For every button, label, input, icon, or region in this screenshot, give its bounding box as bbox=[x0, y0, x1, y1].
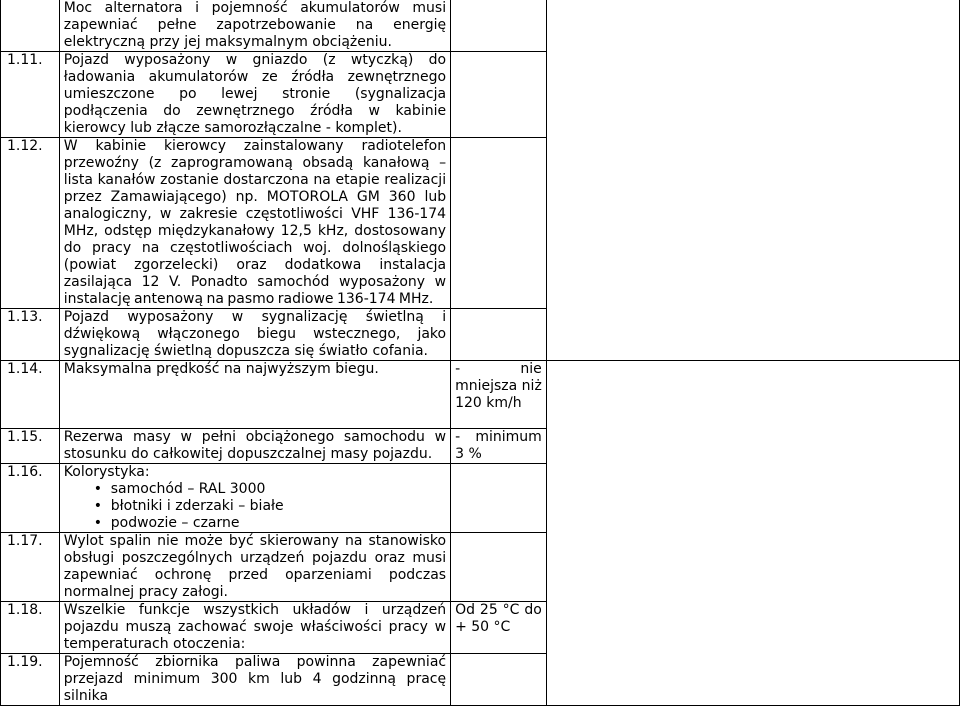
row-parameter bbox=[451, 138, 547, 309]
blank-column bbox=[546, 361, 959, 706]
row-description bbox=[59, 533, 450, 602]
row-number: 1.12. bbox=[1, 138, 60, 309]
list-item: • podwozie – czarne bbox=[94, 515, 446, 532]
row-description bbox=[59, 654, 450, 706]
row-text: Rezerwa masy w pełni obciążonego samochodu w stosunku do całkowitej dopuszczalnej masy pojazdu. bbox=[63, 429, 447, 462]
row-parameter bbox=[451, 309, 547, 361]
color-list bbox=[64, 481, 446, 532]
row-text: W kabinie kierowcy zainstalowany radiotelefon przewoźny (z zaprogramowaną obsadą kanałową – lista kanałów zostanie dostarczona na etapie realizacji przez Zamawiającego) np. MOTOROLA GM 360 lub analogiczny, w zakresie częstotliwości VHF 136-174 MHz, odstęp międzykanałowy 12,5 kHz, dostosowany do pracy na częstotliwościach woj. dolnośląskiego (powiat zgorzelecki) oraz dodatkowa instalacja zasilająca 12 V. Ponadto samochód wyposażony w instalację antenową na pasmo radiowe 136-174 MHz. bbox=[63, 138, 447, 307]
row-description bbox=[59, 464, 450, 533]
row-number: 1.19. bbox=[1, 654, 60, 706]
row-parameter bbox=[451, 0, 547, 52]
blank-column bbox=[546, 0, 959, 361]
row-description bbox=[59, 602, 450, 654]
list-item: • samochód – RAL 3000 bbox=[94, 481, 446, 498]
row-number: 1.11. bbox=[1, 52, 60, 138]
row-parameter bbox=[451, 52, 547, 138]
row-description bbox=[59, 52, 450, 138]
row-number bbox=[1, 0, 60, 52]
row-parameter bbox=[451, 654, 547, 706]
row-parameter bbox=[451, 533, 547, 602]
row-description bbox=[59, 361, 450, 429]
row-number: 1.18. bbox=[1, 602, 60, 654]
row-description bbox=[59, 309, 450, 361]
row-text: Moc alternatora i pojemność akumulatorów musi zapewniać pełne zapotrzebowanie na energię elektryczną przy jej maksymalnym obciążeniu. bbox=[63, 0, 447, 50]
row-parameter: - minimum 3 % bbox=[451, 429, 547, 464]
row-number: 1.17. bbox=[1, 533, 60, 602]
row-description bbox=[59, 0, 450, 52]
row-parameter bbox=[451, 464, 547, 533]
row-description bbox=[59, 138, 450, 309]
row-number: 1.16. bbox=[1, 464, 60, 533]
row-text: Maksymalna prędkość na najwyższym biegu. bbox=[63, 361, 379, 377]
row-text: Wylot spalin nie może być skierowany na stanowisko obsługi poszczególnych urządzeń pojazdu oraz musi zapewniać ochronę przed oparzeniami podczas normalnej pracy załogi. bbox=[63, 533, 447, 600]
row-text: Pojazd wyposażony w sygnalizację świetlną i dźwiękową włączonego biegu wstecznego, jako sygnalizację świetlną dopuszcza się światło cofania. bbox=[63, 309, 447, 359]
row-number: 1.13. bbox=[1, 309, 60, 361]
row-number: 1.14. bbox=[1, 361, 60, 429]
row-text: Pojazd wyposażony w gniazdo (z wtyczką) do ładowania akumulatorów ze źródła zewnętrznego umieszczone po lewej stronie (sygnalizacja podłączenia do zewnętrznego źródła w kabinie kierowcy lub złącze samorozłączalne - komplet). bbox=[63, 52, 447, 136]
table-row bbox=[1, 361, 960, 429]
row-text: Wszelkie funkcje wszystkich układów i urządzeń pojazdu muszą zachować swoje właściwości pracy w temperaturach otoczenia: bbox=[63, 602, 447, 652]
row-description bbox=[59, 429, 450, 464]
table-row bbox=[1, 0, 960, 52]
row-text: Kolorystyka: bbox=[63, 464, 150, 480]
row-number: 1.15. bbox=[1, 429, 60, 464]
row-text: Pojemność zbiornika paliwa powinna zapewniać przejazd minimum 300 km lub 4 godzinną pracę silnika bbox=[63, 654, 447, 704]
row-parameter: Od 25 °C do + 50 °C bbox=[451, 602, 547, 654]
row-parameter: - nie mniejsza niż 120 km/h bbox=[451, 361, 547, 429]
list-item: • błotniki i zderzaki – białe bbox=[94, 498, 446, 515]
